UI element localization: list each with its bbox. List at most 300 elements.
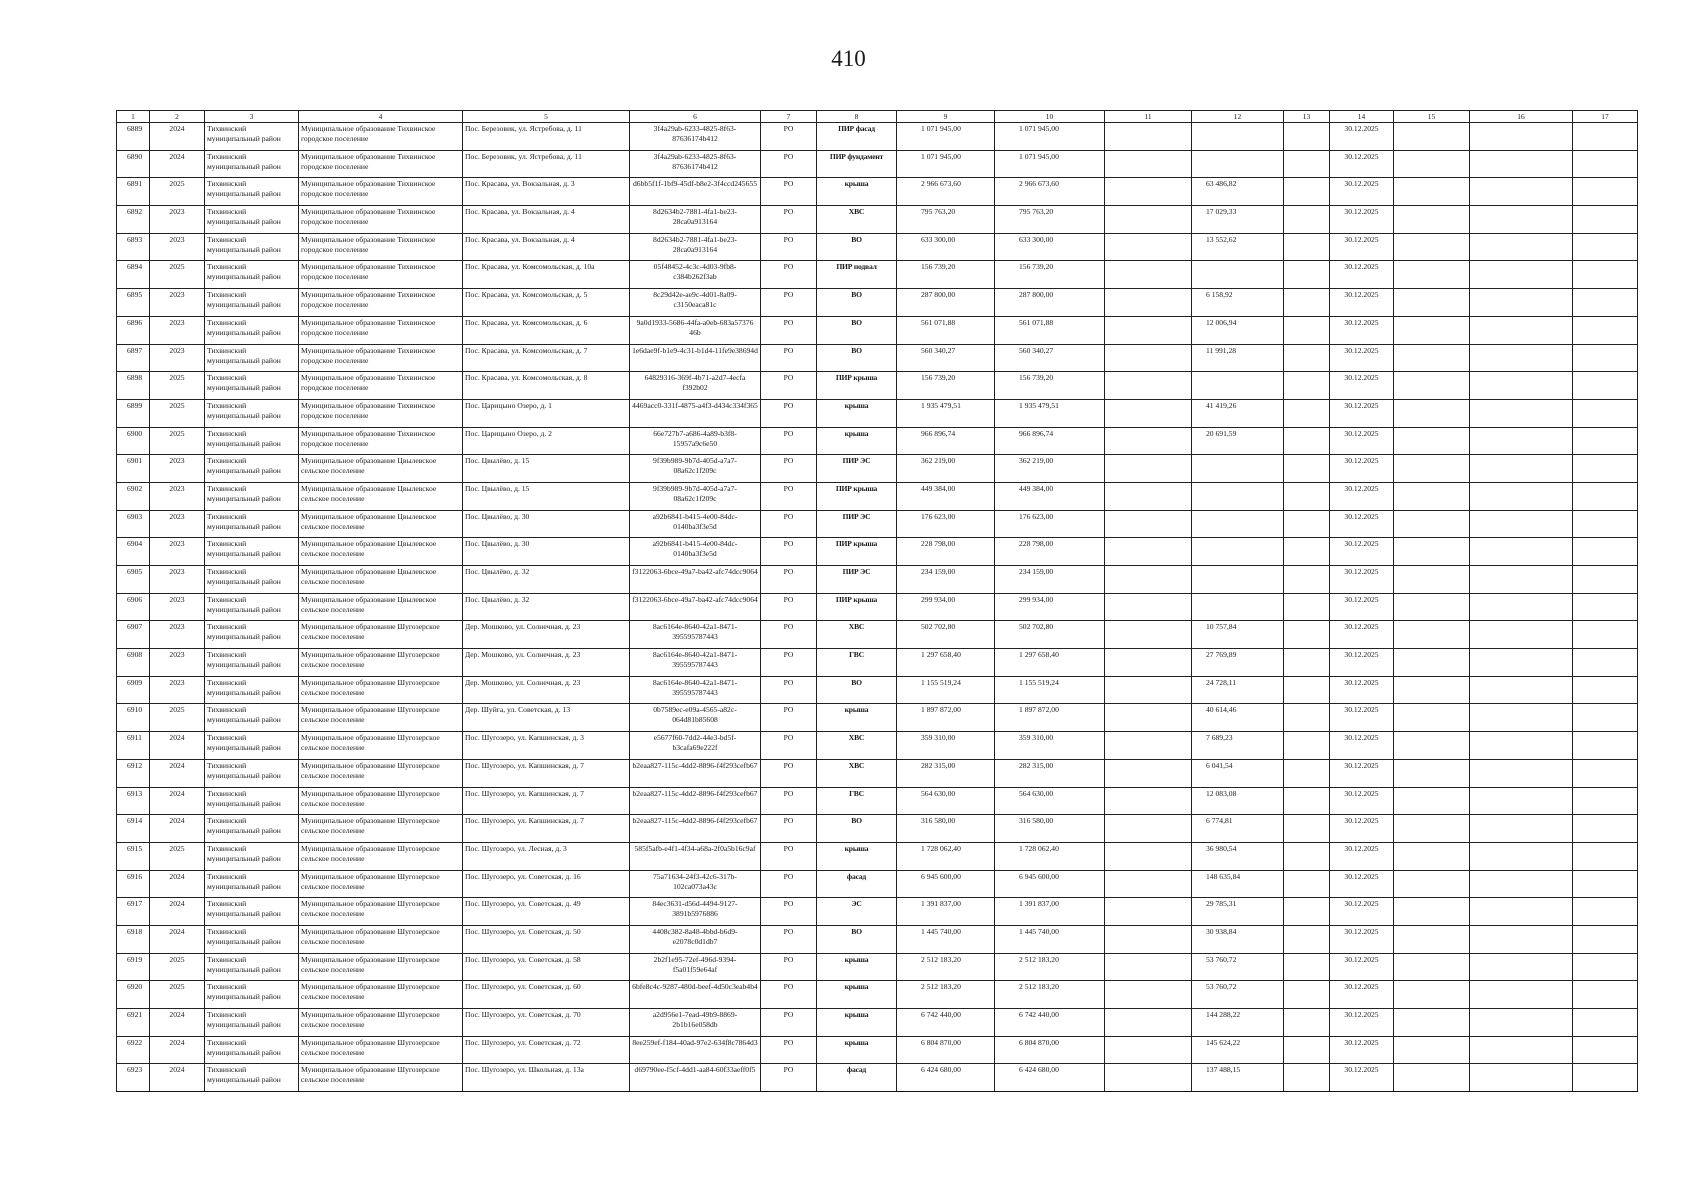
table-cell-col-5: Пос. Шугозеро, ул. Капшинская, д. 7	[463, 759, 630, 787]
table-cell-col-5: Пос. Шугозеро, ул. Школьная, д. 13а	[463, 1064, 630, 1092]
table-cell-col-11	[1105, 566, 1192, 594]
table-cell-col-16	[1470, 455, 1573, 483]
table-cell-col-7: РО	[761, 316, 817, 344]
table-cell-col-4: Муниципальное образование Шугозерское сельское поселение	[299, 870, 463, 898]
table-cell-col-1: 6902	[117, 482, 150, 510]
table-cell-col-15	[1394, 732, 1470, 760]
table-cell-col-16	[1470, 1009, 1573, 1037]
table-cell-col-17	[1573, 1064, 1638, 1092]
table-cell-col-4: Муниципальное образование Шугозерское сельское поселение	[299, 1064, 463, 1092]
table-cell-col-9: 561 071,88	[897, 316, 995, 344]
table-cell-col-4: Муниципальное образование Шугозерское сельское поселение	[299, 981, 463, 1009]
table-cell-col-8: ПИР фундамент	[817, 150, 897, 178]
table-cell-col-1: 6909	[117, 676, 150, 704]
table-cell-col-8: ПИР ЭС	[817, 510, 897, 538]
table-cell-col-15	[1394, 981, 1470, 1009]
table-cell-col-8: крыша	[817, 842, 897, 870]
table-row	[117, 123, 1638, 151]
table-row	[117, 593, 1638, 621]
table-cell-col-13	[1284, 233, 1330, 261]
table-cell-col-8: ПИР фасад	[817, 123, 897, 151]
table-cell-col-10: 362 219,00	[995, 455, 1105, 483]
table-row	[117, 178, 1638, 206]
table-cell-col-3: Тихвинский муниципальный район	[205, 123, 299, 151]
table-cell-col-4: Муниципальное образование Шугозерское сельское поселение	[299, 732, 463, 760]
table-cell-col-3: Тихвинский муниципальный район	[205, 1064, 299, 1092]
column-header-3: 3	[205, 111, 299, 123]
table-cell-col-7: РО	[761, 676, 817, 704]
table-cell-col-9: 1 391 837,00	[897, 898, 995, 926]
table-cell-col-3: Тихвинский муниципальный район	[205, 261, 299, 289]
table-cell-col-15	[1394, 344, 1470, 372]
table-cell-col-2: 2025	[150, 372, 205, 400]
table-cell-col-10: 2 512 183,20	[995, 981, 1105, 1009]
table-cell-col-9: 156 739,20	[897, 261, 995, 289]
table-cell-col-4: Муниципальное образование Тихвинское городское поселение	[299, 233, 463, 261]
table-cell-col-10: 633 300,00	[995, 233, 1105, 261]
table-cell-col-6: 64829316-369f-4b71-a2d7-4ecfa f392b02	[630, 372, 761, 400]
table-cell-col-14: 30.12.2025	[1330, 289, 1394, 317]
table-cell-col-12: 20 691,59	[1192, 427, 1284, 455]
column-header-6: 6	[630, 111, 761, 123]
table-cell-col-1: 6921	[117, 1009, 150, 1037]
table-cell-col-6: 0b7589ec-e09a-4565-a82c-064d81b85608	[630, 704, 761, 732]
table-cell-col-7: РО	[761, 510, 817, 538]
table-cell-col-2: 2023	[150, 566, 205, 594]
table-cell-col-2: 2025	[150, 261, 205, 289]
table-cell-col-2: 2023	[150, 538, 205, 566]
column-header-4: 4	[299, 111, 463, 123]
table-cell-col-6: a92b6841-b415-4e00-84dc-0140ba3f3e5d	[630, 510, 761, 538]
table-cell-col-14: 30.12.2025	[1330, 566, 1394, 594]
table-cell-col-14: 30.12.2025	[1330, 870, 1394, 898]
table-cell-col-5: Пос. Цвылёво, д. 30	[463, 538, 630, 566]
table-cell-col-5: Пос. Цвылёво, д. 30	[463, 510, 630, 538]
table-cell-col-9: 6 742 440,00	[897, 1009, 995, 1037]
table-cell-col-14: 30.12.2025	[1330, 178, 1394, 206]
table-cell-col-8: ХВС	[817, 621, 897, 649]
table-cell-col-4: Муниципальное образование Шугозерское сельское поселение	[299, 1009, 463, 1037]
table-cell-col-13	[1284, 704, 1330, 732]
table-cell-col-6: b2eaa827-115c-4dd2-8896-f4f293cefb67	[630, 787, 761, 815]
table-cell-col-9: 2 966 673,60	[897, 178, 995, 206]
table-cell-col-3: Тихвинский муниципальный район	[205, 704, 299, 732]
table-cell-col-12: 17 029,33	[1192, 206, 1284, 234]
table-cell-col-13	[1284, 732, 1330, 760]
table-cell-col-15	[1394, 842, 1470, 870]
page-number: 410	[831, 46, 866, 71]
table-row	[117, 676, 1638, 704]
table-cell-col-17	[1573, 925, 1638, 953]
table-cell-col-6: 66e727b7-a686-4a89-b3f8-15957a9c6e50	[630, 427, 761, 455]
table-cell-col-1: 6908	[117, 649, 150, 677]
table-cell-col-7: РО	[761, 206, 817, 234]
table-cell-col-9: 2 512 183,20	[897, 953, 995, 981]
table-row	[117, 621, 1638, 649]
table-cell-col-10: 1 071 945,00	[995, 123, 1105, 151]
table-cell-col-11	[1105, 870, 1192, 898]
table-cell-col-2: 2024	[150, 732, 205, 760]
table-cell-col-2: 2025	[150, 704, 205, 732]
table-cell-col-11	[1105, 842, 1192, 870]
table-cell-col-2: 2023	[150, 621, 205, 649]
table-cell-col-16	[1470, 1064, 1573, 1092]
table-row	[117, 372, 1638, 400]
table-cell-col-3: Тихвинский муниципальный район	[205, 427, 299, 455]
table-cell-col-2: 2023	[150, 455, 205, 483]
table-cell-col-6: d6bb5f1f-1bf9-45df-b8e2-3f4ccd245655	[630, 178, 761, 206]
table-cell-col-16	[1470, 206, 1573, 234]
column-header-16: 16	[1470, 111, 1573, 123]
table-cell-col-9: 633 300,00	[897, 233, 995, 261]
table-cell-col-16	[1470, 815, 1573, 843]
table-cell-col-16	[1470, 1036, 1573, 1064]
table-cell-col-10: 359 310,00	[995, 732, 1105, 760]
table-cell-col-8: ПИР крыша	[817, 372, 897, 400]
table-cell-col-14: 30.12.2025	[1330, 704, 1394, 732]
table-cell-col-16	[1470, 482, 1573, 510]
table-cell-col-7: РО	[761, 566, 817, 594]
table-cell-col-4: Муниципальное образование Тихвинское городское поселение	[299, 399, 463, 427]
table-cell-col-6: f3122063-6bce-49a7-ba42-afc74dcc9064	[630, 566, 761, 594]
table-cell-col-15	[1394, 593, 1470, 621]
table-cell-col-14: 30.12.2025	[1330, 233, 1394, 261]
column-header-10: 10	[995, 111, 1105, 123]
table-row	[117, 925, 1638, 953]
table-cell-col-12: 148 635,84	[1192, 870, 1284, 898]
table-cell-col-6: 9f39b989-9b7d-405d-a7a7-08a62c1f209c	[630, 455, 761, 483]
table-cell-col-1: 6906	[117, 593, 150, 621]
table-cell-col-15	[1394, 898, 1470, 926]
table-cell-col-2: 2024	[150, 1064, 205, 1092]
table-cell-col-6: 9f39b989-9b7d-405d-a7a7-08a62c1f209c	[630, 482, 761, 510]
table-cell-col-16	[1470, 316, 1573, 344]
table-cell-col-15	[1394, 316, 1470, 344]
table-cell-col-5: Пос. Красава, ул. Комсомольская, д. 5	[463, 289, 630, 317]
table-cell-col-17	[1573, 1036, 1638, 1064]
table-cell-col-14: 30.12.2025	[1330, 593, 1394, 621]
table-cell-col-17	[1573, 732, 1638, 760]
table-cell-col-15	[1394, 150, 1470, 178]
table-cell-col-3: Тихвинский муниципальный район	[205, 233, 299, 261]
table-cell-col-14: 30.12.2025	[1330, 261, 1394, 289]
table-cell-col-17	[1573, 953, 1638, 981]
table-cell-col-15	[1394, 289, 1470, 317]
table-cell-col-5: Пос. Цвылёво, д. 15	[463, 482, 630, 510]
table-cell-col-12: 40 614,46	[1192, 704, 1284, 732]
table-cell-col-4: Муниципальное образование Тихвинское городское поселение	[299, 178, 463, 206]
table-cell-col-11	[1105, 1036, 1192, 1064]
table-cell-col-11	[1105, 482, 1192, 510]
table-cell-col-7: РО	[761, 123, 817, 151]
table-row	[117, 344, 1638, 372]
table-cell-col-7: РО	[761, 732, 817, 760]
table-cell-col-17	[1573, 206, 1638, 234]
table-cell-col-3: Тихвинский муниципальный район	[205, 649, 299, 677]
table-cell-col-13	[1284, 593, 1330, 621]
table-cell-col-3: Тихвинский муниципальный район	[205, 455, 299, 483]
table-cell-col-7: РО	[761, 649, 817, 677]
table-cell-col-6: a92b6841-b415-4e00-84dc-0140ba3f3e5d	[630, 538, 761, 566]
table-cell-col-17	[1573, 538, 1638, 566]
table-cell-col-15	[1394, 372, 1470, 400]
table-cell-col-4: Муниципальное образование Шугозерское сельское поселение	[299, 704, 463, 732]
table-cell-col-6: b2eaa827-115c-4dd2-8896-f4f293cefb67	[630, 759, 761, 787]
table-cell-col-1: 6891	[117, 178, 150, 206]
table-cell-col-9: 176 623,00	[897, 510, 995, 538]
table-cell-col-7: РО	[761, 593, 817, 621]
table-cell-col-8: крыша	[817, 427, 897, 455]
table-cell-col-4: Муниципальное образование Цвылевское сельское поселение	[299, 455, 463, 483]
table-cell-col-11	[1105, 206, 1192, 234]
table-cell-col-8: ПИР ЭС	[817, 566, 897, 594]
table-cell-col-13	[1284, 621, 1330, 649]
table-cell-col-6: 8ac6164e-8640-42a1-8471-395595787443	[630, 621, 761, 649]
table-cell-col-6: 05f48452-4c3c-4d03-9fb8-c384b262f3ab	[630, 261, 761, 289]
table-cell-col-14: 30.12.2025	[1330, 1064, 1394, 1092]
table-cell-col-10: 316 580,00	[995, 815, 1105, 843]
table-cell-col-4: Муниципальное образование Шугозерское сельское поселение	[299, 842, 463, 870]
table-cell-col-2: 2023	[150, 649, 205, 677]
table-cell-col-14: 30.12.2025	[1330, 482, 1394, 510]
table-cell-col-2: 2023	[150, 233, 205, 261]
table-cell-col-11	[1105, 316, 1192, 344]
table-cell-col-17	[1573, 676, 1638, 704]
table-cell-col-3: Тихвинский муниципальный район	[205, 676, 299, 704]
table-cell-col-5: Пос. Шугозеро, ул. Лесная, д. 3	[463, 842, 630, 870]
column-header-15: 15	[1394, 111, 1470, 123]
table-cell-col-6: 8d2634b2-7881-4fa1-be23-28ca0a913164	[630, 233, 761, 261]
table-cell-col-7: РО	[761, 344, 817, 372]
table-cell-col-16	[1470, 233, 1573, 261]
table-cell-col-6: 8c29d42e-ae9c-4d01-8a09-c3150eaca81c	[630, 289, 761, 317]
table-cell-col-10: 502 702,80	[995, 621, 1105, 649]
table-cell-col-1: 6904	[117, 538, 150, 566]
table-cell-col-17	[1573, 593, 1638, 621]
table-cell-col-8: ВО	[817, 815, 897, 843]
table-cell-col-5: Пос. Цвылёво, д. 15	[463, 455, 630, 483]
table-cell-col-6: 8d2634b2-7881-4fa1-be23-28ca0a913164	[630, 206, 761, 234]
table-row	[117, 289, 1638, 317]
table-cell-col-6: 3f4a29ab-6233-4825-8f63-87636174b412	[630, 150, 761, 178]
column-header-12: 12	[1192, 111, 1284, 123]
table-cell-col-17	[1573, 870, 1638, 898]
table-row	[117, 981, 1638, 1009]
table-cell-col-15	[1394, 123, 1470, 151]
table-cell-col-3: Тихвинский муниципальный район	[205, 206, 299, 234]
table-cell-col-8: ПИР крыша	[817, 593, 897, 621]
table-cell-col-17	[1573, 649, 1638, 677]
table-cell-col-1: 6900	[117, 427, 150, 455]
table-cell-col-3: Тихвинский муниципальный район	[205, 842, 299, 870]
table-cell-col-9: 287 800,00	[897, 289, 995, 317]
table-cell-col-3: Тихвинский муниципальный район	[205, 289, 299, 317]
table-cell-col-17	[1573, 981, 1638, 1009]
table-row	[117, 566, 1638, 594]
table-cell-col-8: ПИР подвал	[817, 261, 897, 289]
table-cell-col-14: 30.12.2025	[1330, 372, 1394, 400]
table-cell-col-12	[1192, 510, 1284, 538]
table-cell-col-16	[1470, 344, 1573, 372]
table-cell-col-4: Муниципальное образование Шугозерское сельское поселение	[299, 676, 463, 704]
table-cell-col-15	[1394, 482, 1470, 510]
table-cell-col-12: 27 769,89	[1192, 649, 1284, 677]
table-cell-col-14: 30.12.2025	[1330, 981, 1394, 1009]
table-cell-col-11	[1105, 289, 1192, 317]
table-cell-col-10: 6 742 440,00	[995, 1009, 1105, 1037]
table-row	[117, 261, 1638, 289]
table-cell-col-4: Муниципальное образование Тихвинское городское поселение	[299, 150, 463, 178]
table-cell-col-8: ГВС	[817, 649, 897, 677]
table-cell-col-8: ВО	[817, 289, 897, 317]
table-cell-col-14: 30.12.2025	[1330, 399, 1394, 427]
table-cell-col-6: b2eaa827-115c-4dd2-8896-f4f293cefb67	[630, 815, 761, 843]
column-header-17: 17	[1573, 111, 1638, 123]
table-cell-col-1: 6920	[117, 981, 150, 1009]
table-cell-col-11	[1105, 233, 1192, 261]
table-cell-col-6: 8ac6164e-8640-42a1-8471-395595787443	[630, 676, 761, 704]
table-cell-col-7: РО	[761, 455, 817, 483]
table-cell-col-7: РО	[761, 759, 817, 787]
table-cell-col-7: РО	[761, 178, 817, 206]
table-row	[117, 1036, 1638, 1064]
table-cell-col-10: 1 155 519,24	[995, 676, 1105, 704]
table-cell-col-12: 53 760,72	[1192, 953, 1284, 981]
table-cell-col-14: 30.12.2025	[1330, 953, 1394, 981]
table-cell-col-11	[1105, 759, 1192, 787]
table-cell-col-17	[1573, 482, 1638, 510]
column-header-11: 11	[1105, 111, 1192, 123]
table-cell-col-15	[1394, 399, 1470, 427]
table-cell-col-15	[1394, 1036, 1470, 1064]
table-cell-col-7: РО	[761, 427, 817, 455]
table-row	[117, 399, 1638, 427]
table-cell-col-4: Муниципальное образование Шугозерское сельское поселение	[299, 953, 463, 981]
table-cell-col-7: РО	[761, 1009, 817, 1037]
table-cell-col-3: Тихвинский муниципальный район	[205, 732, 299, 760]
table-cell-col-12	[1192, 566, 1284, 594]
table-cell-col-10: 6 804 870,00	[995, 1036, 1105, 1064]
table-cell-col-3: Тихвинский муниципальный район	[205, 759, 299, 787]
table-cell-col-12: 12 006,94	[1192, 316, 1284, 344]
table-cell-col-5: Пос. Березовик, ул. Ястребова, д. 11	[463, 123, 630, 151]
table-cell-col-5: Пос. Красава, ул. Вокзальная, д. 4	[463, 233, 630, 261]
table-cell-col-11	[1105, 649, 1192, 677]
table-cell-col-11	[1105, 704, 1192, 732]
table-cell-col-14: 30.12.2025	[1330, 759, 1394, 787]
table-cell-col-10: 560 340,27	[995, 344, 1105, 372]
table-cell-col-5: Пос. Красава, ул. Комсомольская, д. 8	[463, 372, 630, 400]
table-cell-col-5: Пос. Шугозеро, ул. Советская, д. 49	[463, 898, 630, 926]
table-cell-col-11	[1105, 1009, 1192, 1037]
table-cell-col-9: 2 512 183,20	[897, 981, 995, 1009]
table-cell-col-16	[1470, 150, 1573, 178]
table-cell-col-7: РО	[761, 399, 817, 427]
table-cell-col-16	[1470, 372, 1573, 400]
table-cell-col-11	[1105, 981, 1192, 1009]
table-cell-col-7: РО	[761, 621, 817, 649]
table-cell-col-8: ПИР ЭС	[817, 455, 897, 483]
table-row	[117, 870, 1638, 898]
table-cell-col-3: Тихвинский муниципальный район	[205, 815, 299, 843]
table-cell-col-10: 2 966 673,60	[995, 178, 1105, 206]
table-cell-col-1: 6912	[117, 759, 150, 787]
table-cell-col-17	[1573, 427, 1638, 455]
table-cell-col-10: 282 315,00	[995, 759, 1105, 787]
table-cell-col-12: 7 689,23	[1192, 732, 1284, 760]
table-cell-col-3: Тихвинский муниципальный район	[205, 898, 299, 926]
table-cell-col-11	[1105, 1064, 1192, 1092]
table-cell-col-9: 502 702,80	[897, 621, 995, 649]
table-cell-col-13	[1284, 898, 1330, 926]
table-cell-col-13	[1284, 455, 1330, 483]
table-cell-col-14: 30.12.2025	[1330, 676, 1394, 704]
table-cell-col-15	[1394, 233, 1470, 261]
table-cell-col-5: Пос. Шугозеро, ул. Советская, д. 70	[463, 1009, 630, 1037]
table-cell-col-13	[1284, 1009, 1330, 1037]
column-header-5: 5	[463, 111, 630, 123]
table-cell-col-1: 6911	[117, 732, 150, 760]
table-row	[117, 233, 1638, 261]
table-cell-col-2: 2024	[150, 1036, 205, 1064]
table-cell-col-12: 29 785,31	[1192, 898, 1284, 926]
table-cell-col-1: 6889	[117, 123, 150, 151]
table-cell-col-8: фасад	[817, 1064, 897, 1092]
table-cell-col-13	[1284, 925, 1330, 953]
table-cell-col-16	[1470, 759, 1573, 787]
table-cell-col-16	[1470, 510, 1573, 538]
table-cell-col-1: 6919	[117, 953, 150, 981]
table-cell-col-2: 2025	[150, 842, 205, 870]
table-cell-col-1: 6901	[117, 455, 150, 483]
table-cell-col-6: 75a71634-24f3-42c6-317b-102ca073a43c	[630, 870, 761, 898]
column-header-14: 14	[1330, 111, 1394, 123]
table-cell-col-9: 316 580,00	[897, 815, 995, 843]
table-cell-col-8: ГВС	[817, 787, 897, 815]
table-cell-col-16	[1470, 870, 1573, 898]
table-cell-col-13	[1284, 482, 1330, 510]
table-cell-col-15	[1394, 538, 1470, 566]
table-cell-col-13	[1284, 649, 1330, 677]
table-cell-col-4: Муниципальное образование Цвылевское сельское поселение	[299, 510, 463, 538]
table-cell-col-17	[1573, 815, 1638, 843]
table-cell-col-3: Тихвинский муниципальный район	[205, 344, 299, 372]
table-cell-col-9: 1 155 519,24	[897, 676, 995, 704]
table-cell-col-5: Пос. Цвылёво, д. 32	[463, 566, 630, 594]
table-cell-col-6: 8ac6164e-8640-42a1-8471-395595787443	[630, 649, 761, 677]
table-cell-col-10: 287 800,00	[995, 289, 1105, 317]
table-cell-col-7: РО	[761, 842, 817, 870]
table-cell-col-10: 2 512 183,20	[995, 953, 1105, 981]
table-cell-col-13	[1284, 206, 1330, 234]
table-cell-col-15	[1394, 676, 1470, 704]
table-cell-col-1: 6897	[117, 344, 150, 372]
table-cell-col-12: 137 488,15	[1192, 1064, 1284, 1092]
table-cell-col-3: Тихвинский муниципальный район	[205, 1036, 299, 1064]
table-cell-col-13	[1284, 261, 1330, 289]
table-cell-col-5: Пос. Шугозеро, ул. Капшинская, д. 3	[463, 732, 630, 760]
table-cell-col-14: 30.12.2025	[1330, 1009, 1394, 1037]
table-cell-col-14: 30.12.2025	[1330, 123, 1394, 151]
table-cell-col-8: ПИР крыша	[817, 482, 897, 510]
table-cell-col-10: 561 071,88	[995, 316, 1105, 344]
table-cell-col-12: 13 552,62	[1192, 233, 1284, 261]
table-cell-col-9: 299 934,00	[897, 593, 995, 621]
table-cell-col-1: 6923	[117, 1064, 150, 1092]
table-cell-col-14: 30.12.2025	[1330, 427, 1394, 455]
table-cell-col-12	[1192, 455, 1284, 483]
table-cell-col-10: 156 739,20	[995, 261, 1105, 289]
